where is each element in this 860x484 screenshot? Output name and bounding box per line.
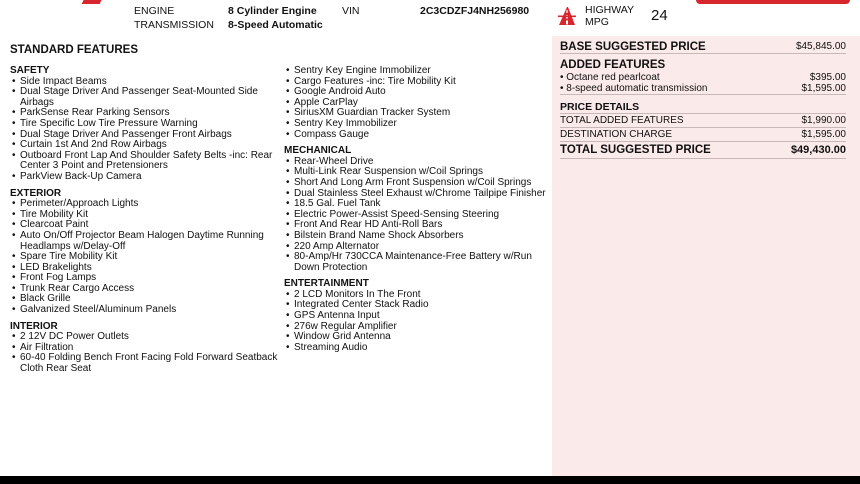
feature-item-text: Black Grille <box>20 293 71 305</box>
feature-item-text: Google Android Auto <box>294 86 386 98</box>
feature-section-heading: MECHANICAL <box>284 145 352 157</box>
feature-item-text: Bilstein Brand Name Shock Absorbers <box>294 229 464 241</box>
spec-label-engine: ENGINE <box>134 5 175 17</box>
bottom-bar <box>0 476 860 484</box>
mpg-label <box>585 4 634 28</box>
spec-labels-left <box>134 0 214 32</box>
feature-item <box>10 151 280 172</box>
feature-item-text: 276w Regular Amplifier <box>294 320 397 332</box>
destination-row <box>560 128 846 142</box>
feature-item-text: Window Grid Antenna <box>294 331 391 343</box>
destination-label: DESTINATION CHARGE <box>560 129 673 140</box>
base-price-label: BASE SUGGESTED PRICE <box>560 41 706 53</box>
destination-value: $1,595.00 <box>801 129 846 140</box>
feature-item <box>10 231 280 252</box>
spec-label-transmission: TRANSMISSION <box>134 19 214 31</box>
added-features-heading-label: ADDED FEATURES <box>560 59 666 71</box>
feature-item-text: Sentry Key Immobilizer <box>294 117 397 129</box>
feature-item-text: Auto On/Off Projector Beam Halogen Daytime Running Headlamps w/Delay-Off <box>20 229 264 252</box>
total-price-label: TOTAL SUGGESTED PRICE <box>560 144 711 156</box>
feature-section-heading: ENTERTAINMENT <box>284 278 369 290</box>
feature-item-text: 220 Amp Alternator <box>294 240 380 252</box>
features-column-right <box>284 66 552 359</box>
feature-item-text: Streaming Audio <box>294 341 368 353</box>
standard-features-title: STANDARD FEATURES <box>10 44 138 56</box>
feature-item-text: Front Fog Lamps <box>20 272 97 284</box>
mpg-value: 24 <box>651 7 668 24</box>
feature-item <box>10 305 280 316</box>
feature-item-text: Dual Stage Driver And Passenger Seat-Mounted Side Airbags <box>20 86 258 108</box>
feature-item-text: 80-Amp/Hr 730CCA Maintenance-Free Battery w/Run Down Protection <box>294 251 532 273</box>
feature-item <box>284 252 552 273</box>
feature-item-text: Outboard Front Lap And Shoulder Safety Belts -inc: Rear Center 3 Point and Pretensioners <box>20 149 273 172</box>
total-price-value: $49,430.00 <box>790 144 846 156</box>
feature-item-text: LED Brakelights <box>20 261 92 273</box>
feature-item-text: SiriusXM Guardian Tracker System <box>294 107 451 119</box>
base-price-row <box>560 40 846 54</box>
spec-header <box>0 0 860 36</box>
price-table <box>560 40 846 159</box>
total-price-row <box>560 142 846 159</box>
spec-values-right <box>420 0 529 18</box>
feature-item <box>10 172 280 183</box>
feature-item-text: ParkView Back-Up Camera <box>20 170 142 182</box>
total-added-row <box>560 114 846 128</box>
feature-section <box>284 146 552 273</box>
feature-item-text: GPS Antenna Input <box>294 310 380 322</box>
feature-item-text: Tire Specific Low Tire Pressure Warning <box>20 117 198 129</box>
base-price-value: $45,845.00 <box>795 41 846 52</box>
feature-item-text: Integrated Center Stack Radio <box>294 299 429 311</box>
mpg-label-line2: MPG <box>585 16 609 28</box>
total-added-value: $1,990.00 <box>801 115 846 126</box>
spec-value-vin: 2C3CDZFJ4NH256980 <box>420 5 530 17</box>
added-feature-row <box>560 83 846 95</box>
feature-section-heading: EXTERIOR <box>10 187 62 199</box>
spec-label-vin: VIN <box>342 5 360 17</box>
feature-item-text: 2 LCD Monitors In The Front <box>294 288 421 300</box>
feature-item-text: Short And Long Arm Front Suspension w/Coil Springs <box>294 176 532 188</box>
feature-item-text: Perimeter/Approach Lights <box>20 198 139 210</box>
feature-item-text: 2 12V DC Power Outlets <box>20 331 129 343</box>
standard-features-panel <box>0 36 552 476</box>
feature-item <box>10 87 280 108</box>
added-feature-value: $395.00 <box>809 72 846 83</box>
feature-section <box>10 189 280 316</box>
feature-item-text: Curtain 1st And 2nd Row Airbags <box>20 139 167 151</box>
pricing-panel <box>552 36 860 476</box>
feature-item-text: Compass Gauge <box>294 128 370 140</box>
mpg-label-line1: HIGHWAY <box>585 4 634 16</box>
highway-icon <box>558 6 576 26</box>
feature-item-text: Rear-Wheel Drive <box>294 155 374 167</box>
feature-item-text: 18.5 Gal. Fuel Tank <box>294 198 381 210</box>
feature-section <box>284 279 552 353</box>
highway-mpg <box>555 2 705 34</box>
price-details-heading <box>560 100 846 114</box>
feature-section <box>10 66 280 183</box>
added-feature-value: $1,595.00 <box>801 83 846 94</box>
feature-item-text: Tire Mobility Kit <box>20 208 88 220</box>
feature-section <box>10 322 280 375</box>
feature-item-text: Multi-Link Rear Suspension w/Coil Springs <box>294 166 483 178</box>
feature-section-heading: SAFETY <box>10 65 50 76</box>
feature-section <box>284 66 552 140</box>
feature-item-text: Side Impact Beams <box>20 75 107 87</box>
spec-value-transmission: 8-Speed Automatic <box>228 19 323 31</box>
feature-item <box>10 353 280 374</box>
feature-item <box>284 130 552 141</box>
added-features-heading <box>560 59 846 72</box>
feature-item-text: ParkSense Rear Parking Sensors <box>20 107 170 119</box>
feature-item-text: Air Filtration <box>20 341 74 353</box>
feature-item-text: Spare Tire Mobility Kit <box>20 251 118 263</box>
feature-item-text: Electric Power-Assist Speed-Sensing Steering <box>294 208 500 220</box>
spec-labels-right <box>342 0 360 18</box>
feature-item-text: Sentry Key Engine Immobilizer <box>294 65 431 76</box>
feature-item-text: Apple CarPlay <box>294 96 358 108</box>
added-feature-row <box>560 72 846 83</box>
spec-value-engine: 8 Cylinder Engine <box>228 5 317 17</box>
feature-section-heading: INTERIOR <box>10 320 58 332</box>
feature-item-text: Dual Stage Driver And Passenger Front Airbags <box>20 128 232 140</box>
feature-item-text: Cargo Features -inc: Tire Mobility Kit <box>294 75 456 87</box>
feature-item-text: Trunk Rear Cargo Access <box>20 282 135 294</box>
price-details-heading-label: PRICE DETAILS <box>560 101 640 113</box>
brand-logo <box>82 0 105 4</box>
action-button[interactable] <box>696 0 850 4</box>
feature-item-text: 60-40 Folding Bench Front Facing Fold Forward Seatback Cloth Rear Seat <box>20 352 278 375</box>
added-feature-label: • Octane red pearlcoat <box>560 72 660 83</box>
feature-item-text: Front And Rear HD Anti-Roll Bars <box>294 219 443 231</box>
feature-item-text: Clearcoat Paint <box>20 219 89 231</box>
total-added-label: TOTAL ADDED FEATURES <box>560 115 684 126</box>
features-column-left <box>10 66 280 381</box>
added-feature-label: • 8-speed automatic transmission <box>560 83 707 94</box>
feature-item <box>284 343 552 354</box>
feature-item-text: Dual Stainless Steel Exhaust w/Chrome Tailpipe Finisher <box>294 187 546 199</box>
spec-values-left <box>228 0 323 32</box>
feature-item-text: Galvanized Steel/Aluminum Panels <box>20 304 177 316</box>
